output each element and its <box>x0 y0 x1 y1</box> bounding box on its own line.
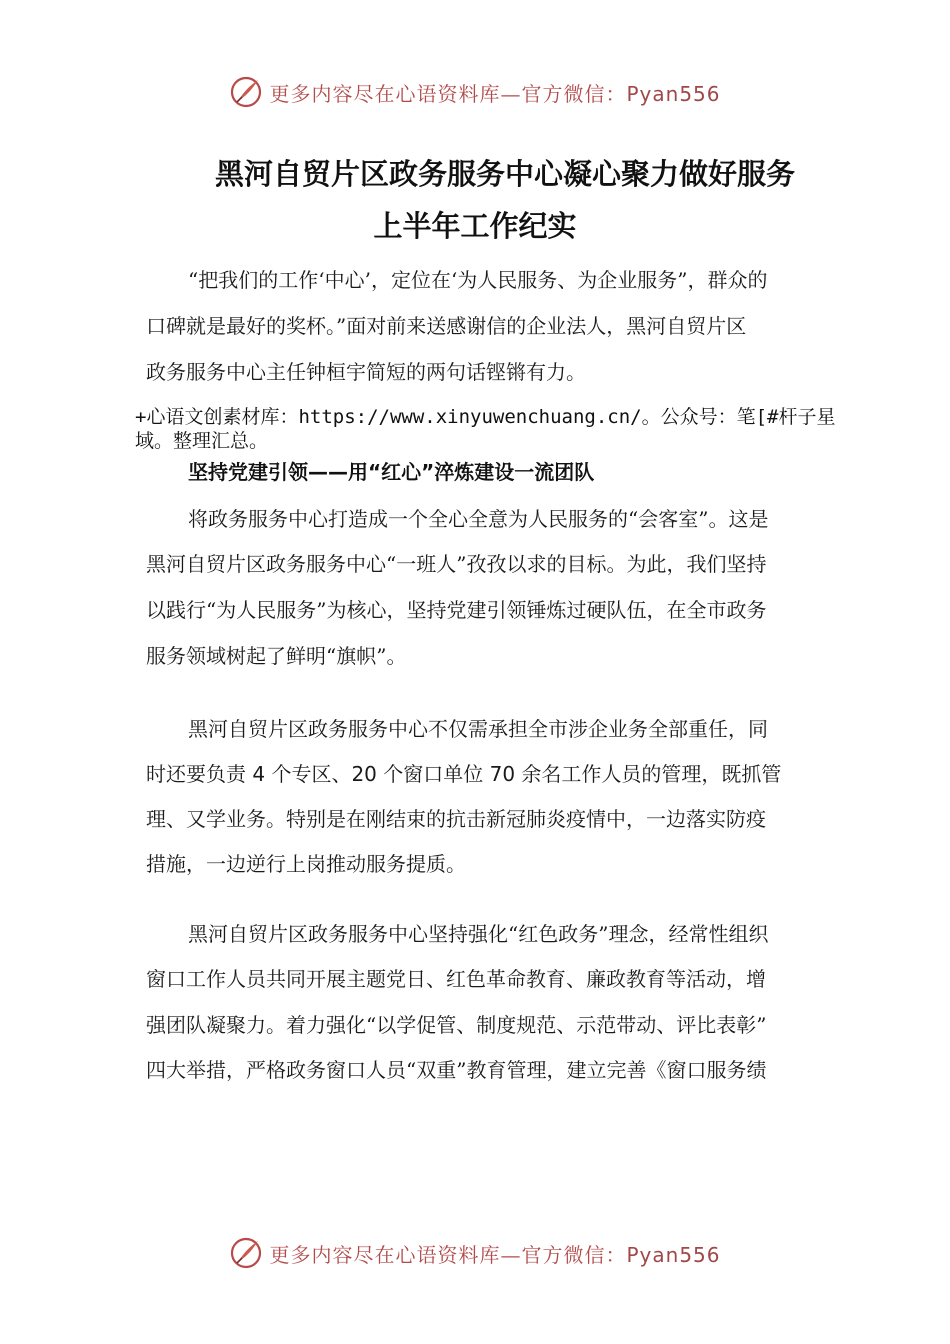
page-title-line2: 上半年工作纪实 <box>373 209 577 243</box>
p2-line-1: 黑河自贸片区政务服务中心不仅需承担全市涉企业务全部重任，同 <box>188 717 768 741</box>
page-title-line1: 黑河自贸片区政务服务中心凝心聚力做好服务 <box>214 157 795 191</box>
footer-banner <box>0 1233 950 1273</box>
p3-line-3: 强团队凝聚力。着力强化“以学促管、制度规范、示范带动、评比表彰” <box>146 1013 767 1037</box>
p2-line-2: 时还要负责 4 个专区、20 个窗口单位 70 余名工作人员的管理，既抓管 <box>146 762 782 786</box>
p3-line-1: 黑河自贸片区政务服务中心坚持强化“红色政务”理念，经常性组织 <box>188 922 769 946</box>
p1-line-4: 服务领域树起了鲜明“旗帜”。 <box>146 644 407 668</box>
intro-line-3: 政务服务中心主任钟桓宇简短的两句话铿锵有力。 <box>146 360 586 384</box>
p3-line-2: 窗口工作人员共同开展主题党日、红色革命教育、廉政教育等活动，增 <box>146 967 766 991</box>
wechat-id: Pyan556 <box>626 81 721 106</box>
p2-line-3: 理、又学业务。特别是在刚结束的抗击新冠肺炎疫情中，一边落实防疫 <box>146 807 766 831</box>
banner-text: 更多内容尽在心语资料库—官方微信：Pyan556 <box>269 1242 721 1267</box>
header-banner <box>0 72 950 112</box>
banner-text: 更多内容尽在心语资料库—官方微信：Pyan556 <box>269 81 721 106</box>
wechat-id: Pyan556 <box>626 1242 721 1267</box>
p1-line-3: 以践行“为人民服务”为核心，坚持党建引领锤炼过硬队伍，在全市政务 <box>146 598 767 622</box>
quill-pen-logo-icon <box>229 75 263 109</box>
p2-line-4: 措施，一边逆行上岗推动服务提质。 <box>146 852 466 876</box>
intro-line-1: “把我们的工作‘中心’，定位在‘为人民服务、为企业服务”，群众的 <box>188 268 768 292</box>
intro-line-2: 口碑就是最好的奖杯。”面对前来送感谢信的企业法人，黑河自贸片区 <box>146 314 747 338</box>
section-heading: 坚持党建引领——用“红心”淬炼建设一流团队 <box>188 460 595 484</box>
quill-pen-logo-icon <box>229 1236 263 1270</box>
p3-line-4: 四大举措，严格政务窗口人员“双重”教育管理，建立完善《窗口服务绩 <box>146 1058 767 1082</box>
p1-line-1: 将政务服务中心打造成一个全心全意为人民服务的“会客室”。这是 <box>188 507 769 531</box>
p1-line-2: 黑河自贸片区政务服务中心“一班人”孜孜以求的目标。为此，我们坚持 <box>146 552 767 576</box>
ad-text: +心语文创素材库：https://www.xinyuwenchuang.cn/。公众号：笔[#杆子星域。整理汇总。 <box>135 406 836 452</box>
